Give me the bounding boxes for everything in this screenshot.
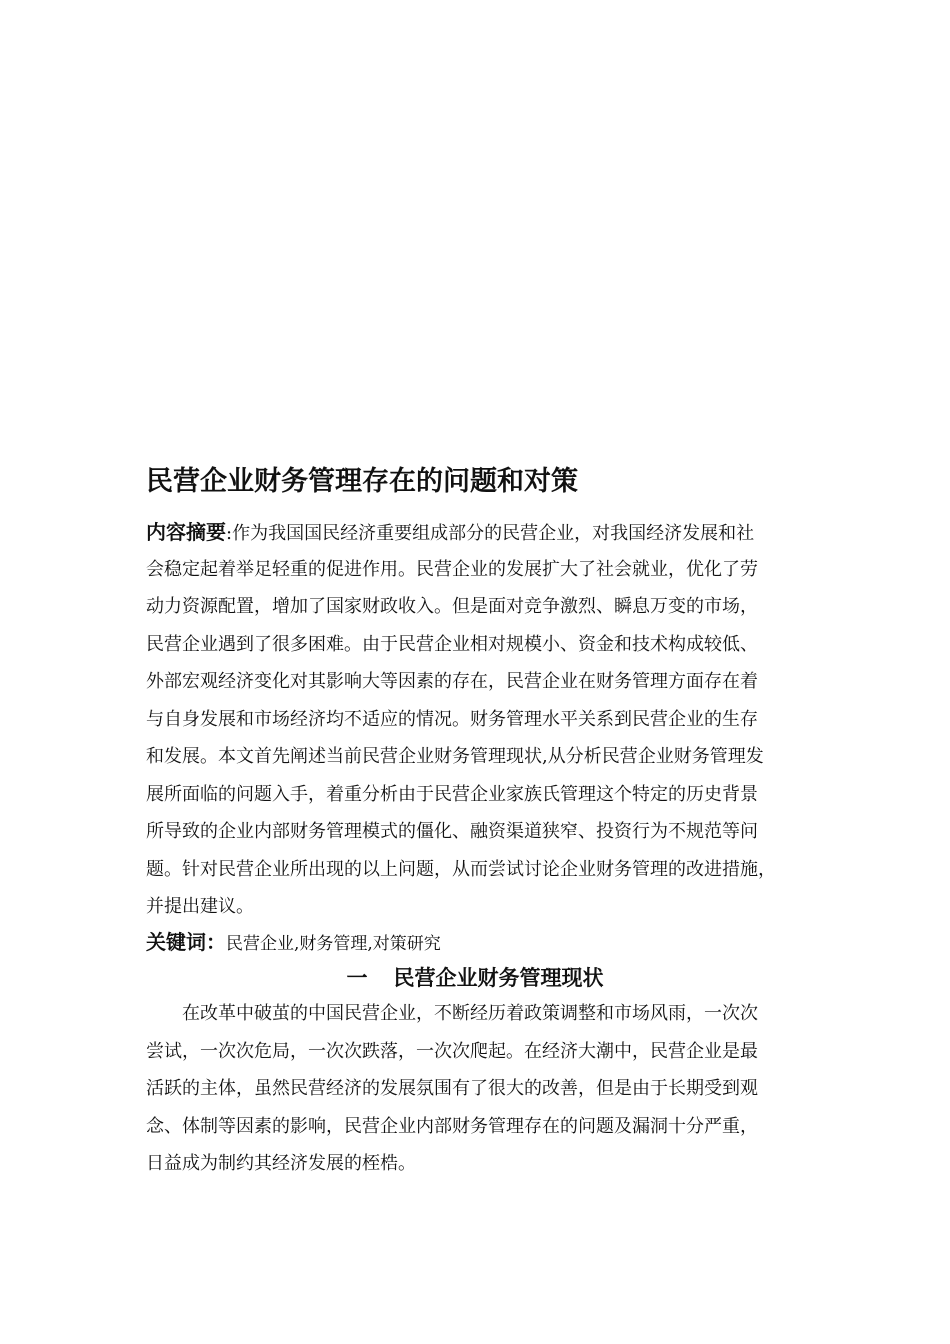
keywords-label: 关键词： — [146, 930, 226, 954]
section-paragraph-line-1: 在改革中破茧的中国民营企业，不断经历着政策调整和市场风雨，一次次 — [182, 1003, 758, 1024]
section-paragraph-line-3: 活跃的主体，虽然民营经济的发展氛围有了很大的改善，但是由于长期受到观 — [146, 1078, 758, 1099]
abstract-line-11: 并提出建议。 — [146, 896, 254, 917]
abstract-line-10: 题。针对民营企业所出现的以上问题，从而尝试讨论企业财务管理的改进措施， — [146, 859, 776, 880]
section-paragraph-line-5: 日益成为制约其经济发展的桎梏。 — [146, 1153, 416, 1174]
abstract-line-4: 民营企业遇到了很多困难。由于民营企业相对规模小、资金和技术构成较低、 — [146, 634, 758, 655]
abstract-line-2: 会稳定起着举足轻重的促进作用。民营企业的发展扩大了社会就业，优化了劳 — [146, 559, 758, 580]
keywords-line — [146, 928, 441, 958]
section-paragraph-line-2: 尝试，一次次危局，一次次跌落，一次次爬起。在经济大潮中，民营企业是最 — [146, 1041, 758, 1062]
abstract-line-3: 动力资源配置，增加了国家财政收入。但是面对竞争激烈、瞬息万变的市场， — [146, 596, 758, 617]
abstract-line-9: 所导致的企业内部财务管理模式的僵化、融资渠道狭窄、投资行为不规范等问 — [146, 821, 758, 842]
abstract-line-6: 与自身发展和市场经济均不适应的情况。财务管理水平关系到民营企业的生存 — [146, 709, 758, 730]
abstract-line-5: 外部宏观经济变化对其影响大等因素的存在，民营企业在财务管理方面存在着 — [146, 671, 758, 692]
section-heading — [0, 962, 950, 994]
document-title: 民营企业财务管理存在的问题和对策 — [146, 466, 578, 497]
abstract-line-8: 展所面临的问题入手，着重分析由于民营企业家族氏管理这个特定的历史背景 — [146, 784, 758, 805]
abstract-line-1: 作为我国国民经济重要组成部分的民营企业，对我国经济发展和社 — [232, 523, 755, 544]
abstract-label: 内容摘要 — [146, 520, 226, 544]
abstract-line-7: 和发展。本文首先阐述当前民营企业财务管理现状,从分析民营企业财务管理发 — [146, 746, 764, 767]
section-paragraph-line-4: 念、体制等因素的影响，民营企业内部财务管理存在的问题及漏洞十分严重， — [146, 1116, 758, 1137]
abstract-first-line — [146, 518, 754, 548]
section-title: 民营企业财务管理现状 — [393, 966, 604, 990]
section-number: 一 — [346, 966, 368, 990]
abstract-colon: : — [226, 523, 233, 544]
keywords-text: 民营企业,财务管理,对策研究 — [226, 934, 441, 954]
